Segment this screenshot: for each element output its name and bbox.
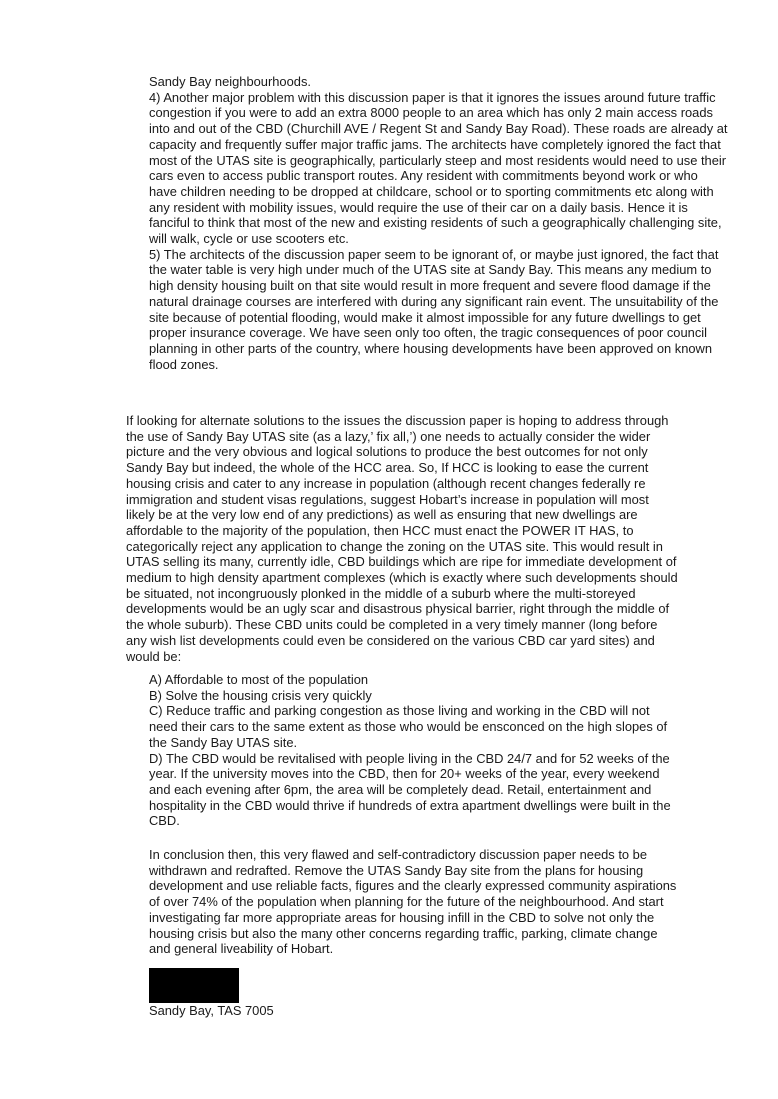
- paragraph-text: In conclusion then, this very flawed and self-contradictory discussion paper needs to be withdrawn and redrafted. Remove the UTAS Sandy Bay site from the plans for housing development and use reliable facts, figures and the clearly expressed community aspirations of over 74% of the population when planning for the future of the neighbourhood. And start investigating far more appropriate areas for housing infill in the CBD to solve not only the housing crisis but also the many other concerns regarding traffic, parking, climate change and general liveability of Hobart.: [149, 847, 677, 957]
- address-text: Sandy Bay, TAS 7005: [149, 1003, 274, 1018]
- point-4: 4) Another major problem with this discussion paper is that it ignores the issues around future traffic congestion if you were to add an extra 8000 people to an area which has only 2 main access roads into and out of the CBD (Churchill AVE / Regent St and Sandy Bay Road). These roads are already at capacity and frequently suffer major traffic jams. The architects have completely ignored the fact that most of the UTAS site is geographically, particularly steep and most residents would need to use their cars even to access public transport routes. Any resident with commitments beyond work or who have children needing to be dropped at childcare, school or to sporting commitments etc along with any resident with mobility issues, would require the use of their car on a daily basis. Hence it is fanciful to think that most of the new and existing residents of such a geographically challenging site, will walk, cycle or use scooters etc.: [149, 89, 728, 247]
- list-item: C) Reduce traffic and parking congestion as those living and working in the CBD will not need their cars to the same extent as those who would be ensconced on the high slopes of the Sandy Bay UTAS site.: [149, 703, 668, 750]
- continuation-line: Sandy Bay neighbourhoods.: [149, 74, 311, 89]
- benefit-list: [149, 672, 681, 829]
- paragraph-text: If looking for alternate solutions to the issues the discussion paper is hoping to address through the use of Sandy Bay UTAS site (as a lazy,’ fix all,’) one needs to actually consider the wider picture and the very obvious and logical solutions to produce the best outcomes for not only Sandy Bay but indeed, the whole of the HCC area. So, If HCC is looking to ease the current housing crisis and cater to any increase in population (although recent changes federally re immigration and student visas regulations, suggest Hobart’s increase in population will most likely be at the very low end of any predictions) as well as ensuring that new dwellings are affordable to the majority of the population, then HCC must enact the POWER IT HAS, to categorically reject any application to change the zoning on the UTAS site. This would result in UTAS selling its many, currently idle, CBD buildings which are ripe for immediate development of medium to high density apartment complexes (which is exactly where such developments should be situated, not incongruously plonked in the middle of a suburb where the multi-storeyed developments would be an ugly scar and disastrous physical barrier, right through the middle of the whole suburb). These CBD units could be completed in a very timely manner (long before any wish list developments could even be considered on the various CBD car yard sites) and would be:: [126, 413, 678, 664]
- point-5: 5) The architects of the discussion paper seem to be ignorant of, or maybe just ignored, the fact that the water table is very high under much of the UTAS site at Sandy Bay. This means any medium to high density housing built on that site would result in more frequent and severe flood damage if the natural drainage courses are interfered with during any significant rain event. The unsuitability of the site because of potential flooding, would make it almost impossible for any future dwellings to get proper insurance coverage. We have seen only too often, the tragic consequences of poor council planning in other parts of the country, where housing developments have been approved on known flood zones.: [149, 246, 719, 372]
- list-item: D) The CBD would be revitalised with people living in the CBD 24/7 and for 52 weeks of the year. If the university moves into the CBD, then for 20+ weeks of the year, every weekend and each evening after 6pm, the area will be completely dead. Retail, entertainment and hospitality in the CBD would thrive if hundreds of extra apartment dwellings were built in the CBD.: [149, 750, 671, 829]
- alternate-solutions-paragraph: [126, 413, 681, 664]
- conclusion-paragraph: [149, 847, 681, 957]
- numbered-points-section: [149, 74, 729, 372]
- sender-address: [149, 1003, 449, 1019]
- redacted-name-block: [149, 968, 239, 1003]
- list-item: A) Affordable to most of the population: [149, 672, 369, 687]
- list-item: B) Solve the housing crisis very quickly: [149, 687, 372, 703]
